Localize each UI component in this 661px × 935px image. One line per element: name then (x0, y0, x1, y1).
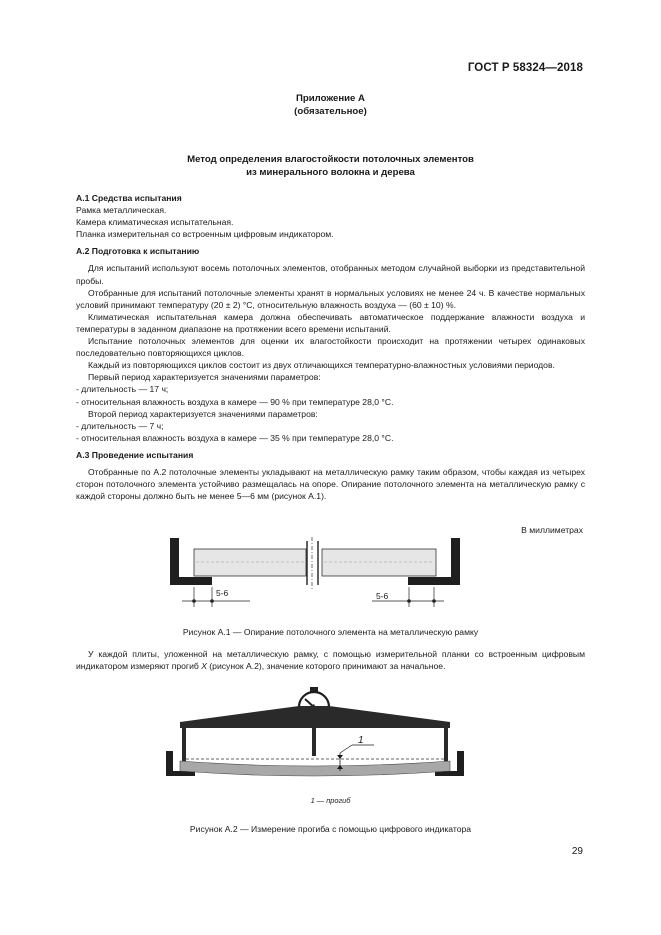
list-item: Планка измерительная со встроенным цифровым индикатором. (76, 229, 334, 240)
page-number: 29 (571, 846, 583, 857)
list-item: - длительность — 7 ч; (76, 420, 164, 431)
figure-a1-caption: Рисунок А.1 — Опирание потолочного элемента на металлическую рамку (182, 627, 479, 637)
paragraph: Испытание потолочных элементов для оценки их влагостойкости происходит на протяжении четырех одинаковых последовательно повторяющихся циклов. (76, 336, 585, 359)
appendix-status: (обязательное) (294, 106, 367, 117)
units-note: В миллиметрах (521, 525, 583, 535)
list-item: - относительная влажность воздуха в камере — 90 % при температуре 28,0 °С. (76, 396, 394, 407)
list-item: Камера климатическая испытательная. (76, 217, 234, 228)
list-item: - относительная влажность воздуха в камере — 35 % при температуре 28,0 °С. (76, 432, 394, 443)
figure-a2-caption: Рисунок А.2 — Измерение прогиба с помощью цифрового индикатора (189, 824, 472, 834)
sagged-ceiling-panel (180, 761, 450, 776)
paragraph: У каждой плиты, уложенной на металлическую рамку, с помощью измерительной планки со встроенным цифровым индикатором измеряют прогиб X (рисунок А.2), значение которого принимают за начальное. (76, 649, 585, 672)
paragraph: Каждый из повторяющихся циклов состоит из двух отличающихся температурно-влажностных условиями периодов. (88, 360, 555, 371)
section-heading-a1: А.1 Средства испытания (76, 193, 182, 203)
callout-number: 1 (358, 735, 364, 746)
deflection-symbol: X (201, 661, 207, 672)
section-heading-a3: А.3 Проведение испытания (76, 449, 194, 460)
body-text-after-figure1 (76, 648, 585, 672)
ceiling-panel-left (194, 549, 306, 576)
standard-code: ГОСТ Р 58324—2018 (467, 62, 583, 74)
paragraph: Первый период характеризуется значениями параметров: (88, 372, 321, 383)
dimension-label-left: 5-6 (216, 588, 229, 598)
ceiling-panel-right (322, 549, 436, 576)
body-text (76, 192, 585, 502)
paragraph: Климатическая испытательная камера должна обеспечивать автоматическое поддержание влажности воздуха и температуры в заданном диапазоне на протяжении всего времени испытаний. (76, 311, 585, 334)
paragraph: Второй период характеризуется значениями параметров: (88, 408, 318, 419)
section-heading-a2: А.2 Подготовка к испытанию (76, 246, 200, 257)
figure-a2-legend: 1 — прогиб (310, 796, 351, 805)
list-item: Рамка металлическая. (76, 205, 167, 216)
appendix-title: Приложение А (296, 93, 365, 104)
method-title-line2: из минерального волокна и дерева (246, 167, 415, 178)
list-item: - длительность — 17 ч; (76, 384, 169, 395)
paragraph: Для испытаний используют восемь потолочных элементов, отобранных методом случайной выборки из представительной пробы. (76, 263, 585, 286)
figure-a2-diagram (160, 685, 470, 785)
dimension-label-right: 5-6 (376, 591, 389, 601)
paragraph: Отобранные для испытаний потолочные элементы хранят в нормальных условиях не менее 24 ч. В качестве нормальных условий принимают температуру (20 ± 2) °С, относительную влажность воздуха — (60 ± 10) %. (76, 287, 585, 310)
figure-a1-diagram (160, 535, 470, 615)
method-title-line1: Метод определения влагостойкости потолочных элементов (187, 154, 474, 165)
paragraph: Отобранные по А.2 потолочные элементы укладывают на металлическую рамку таким образом, чтобы каждая из четырех сторон потолочного элемента устойчиво размещалась на опоре. Опирание потолочного элемента на металлическую рамку с каждой стороны должно быть не менее 5—6 мм (рисунок А.1). (76, 466, 585, 502)
